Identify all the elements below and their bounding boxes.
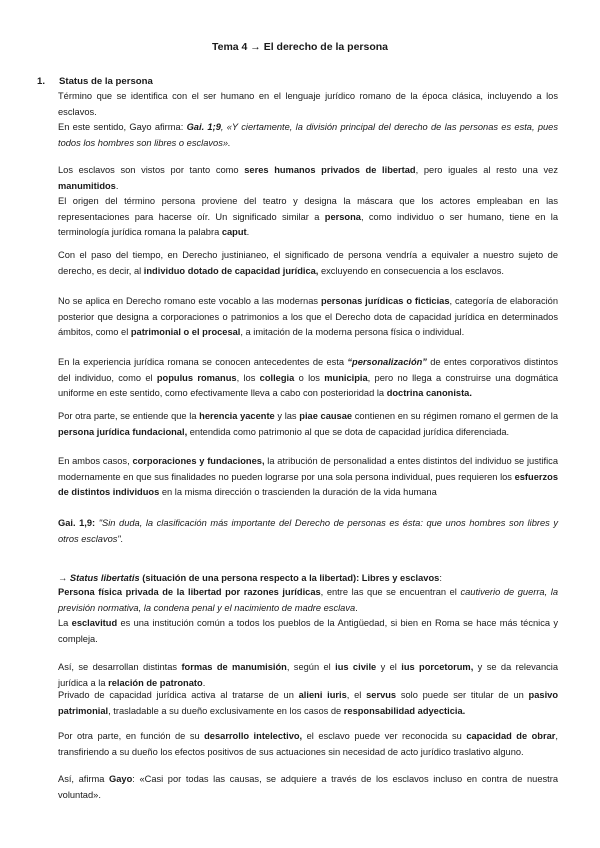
paragraph-esclavos: Los esclavos son vistos por tanto como seres humanos privados de libertad, pero iguales al resto una vez manumitidos. xyxy=(58,165,558,191)
paragraph-personalizacion: En la experiencia jurídica romana se conocen antecedentes de esta “personalización” de entes corporativos distintos del individuo, como el populus romanus, los collegia o los municipia, pero no llega a construirse una dogmática uniforme en este sentido, como efectivamente lleva a cabo con posterioridad la doctrina canonista. xyxy=(58,357,558,399)
paragraph-alieni-iuris: Privado de capacidad jurídica activa al tratarse de un alieni iuris, el servus solo puede ser titular de un pasivo patrimonial, trasladable a su dueño exclusivamente en los casos de responsabilidad adyecticia. xyxy=(58,690,558,716)
paragraph-corporaciones: En ambos casos, corporaciones y fundaciones, la atribución de personalidad a entes distintos del individuo se justifica modernamente en que sus finalidades no pueden lograrse por una sola persona individual, pues requieren los esfuerzos de distintos individuos en la misma dirección o trascienden la duración de la vida humana xyxy=(58,456,558,498)
paragraph-justinianeo: Con el paso del tiempo, en Derecho justinianeo, el significado de persona vendría a equivaler a nuestro sujeto de derecho, es decir, al individuo dotado de capacidad jurídica, excluyendo en consecuencia a los esclavos. xyxy=(58,250,558,276)
section-heading xyxy=(37,76,153,87)
paragraph-capacidad-obrar: Por otra parte, en función de su desarrollo intelectivo, el esclavo puede ver reconocida su capacidad de obrar, transfiriendo a su dueño los efectos positivos de sus actuaciones sin necesidad de acto jurídico traslativo alguno. xyxy=(58,731,558,757)
paragraph-origen-termino: El origen del término persona proviene del teatro y designa la máscara que los actores empleaban en las representaciones para hacerse oír. Un significado similar a persona, como individuo o ser humano, tiene en la terminología jurídica romana la palabra caput. xyxy=(58,196,558,238)
paragraph-persona-privada: Persona física privada de la libertad por razones jurídicas, entre las que se encuentran el cautiverio de guerra, la previsión normativa, la condena penal y el nacimiento de madre esclava. xyxy=(58,587,559,613)
section-title: Status de la persona xyxy=(59,76,153,87)
subheading-status-libertatis: → Status libertatis (situación de una persona respecto a la libertad): Libres y esclavos: xyxy=(58,573,442,583)
paragraph-gayo-quote: En este sentido, Gayo afirma: Gai. 1;9, «Y ciertamente, la división principal del derecho de las personas es esta, pues todos los hombres son libres o esclavos». xyxy=(58,122,558,148)
paragraph-manumision: Así, se desarrollan distintas formas de manumisión, según el ius civile y el ius porcetorum, y se da relevancia jurídica a la relación de patronato. xyxy=(58,662,558,688)
paragraph-herencia-yacente: Por otra parte, se entiende que la herencia yacente y las piae causae contienen en su régimen romano el germen de la persona jurídica fundacional, entendida como patrimonio al que se dota de capacidad jurídica diferenciada. xyxy=(58,411,559,437)
paragraph-esclavitud: La esclavitud es una institución común a todos los pueblos de la Antigüedad, si bien en Roma se hace más técnica y compleja. xyxy=(58,618,558,644)
paragraph-gai-quote: Gai. 1,9: "Sin duda, la clasificación más importante del Derecho de personas es ésta: que unos hombres son libres y otros esclavos". xyxy=(58,518,558,544)
paragraph-personas-juridicas: No se aplica en Derecho romano este vocablo a las modernas personas jurídicas o ficticias, categoría de elaboración posterior que designa a corporaciones o patrimonios a los que el Derecho dota de capacidad jurídica en determinados ámbitos, como el patrimonial o el procesal, a imitación de la moderna persona física o individual. xyxy=(58,296,558,338)
paragraph-definition: Término que se identifica con el ser humano en el lenguaje jurídico romano de la época clásica, incluyendo a los esclavos. xyxy=(58,91,558,117)
section-number: 1. xyxy=(37,76,46,87)
page-title: Tema 4 → El derecho de la persona xyxy=(211,41,389,53)
paragraph-gayo-afirma: Así, afirma Gayo: «Casi por todas las causas, se adquiere a través de los esclavos incluso en contra de nuestra voluntad». xyxy=(58,774,558,800)
